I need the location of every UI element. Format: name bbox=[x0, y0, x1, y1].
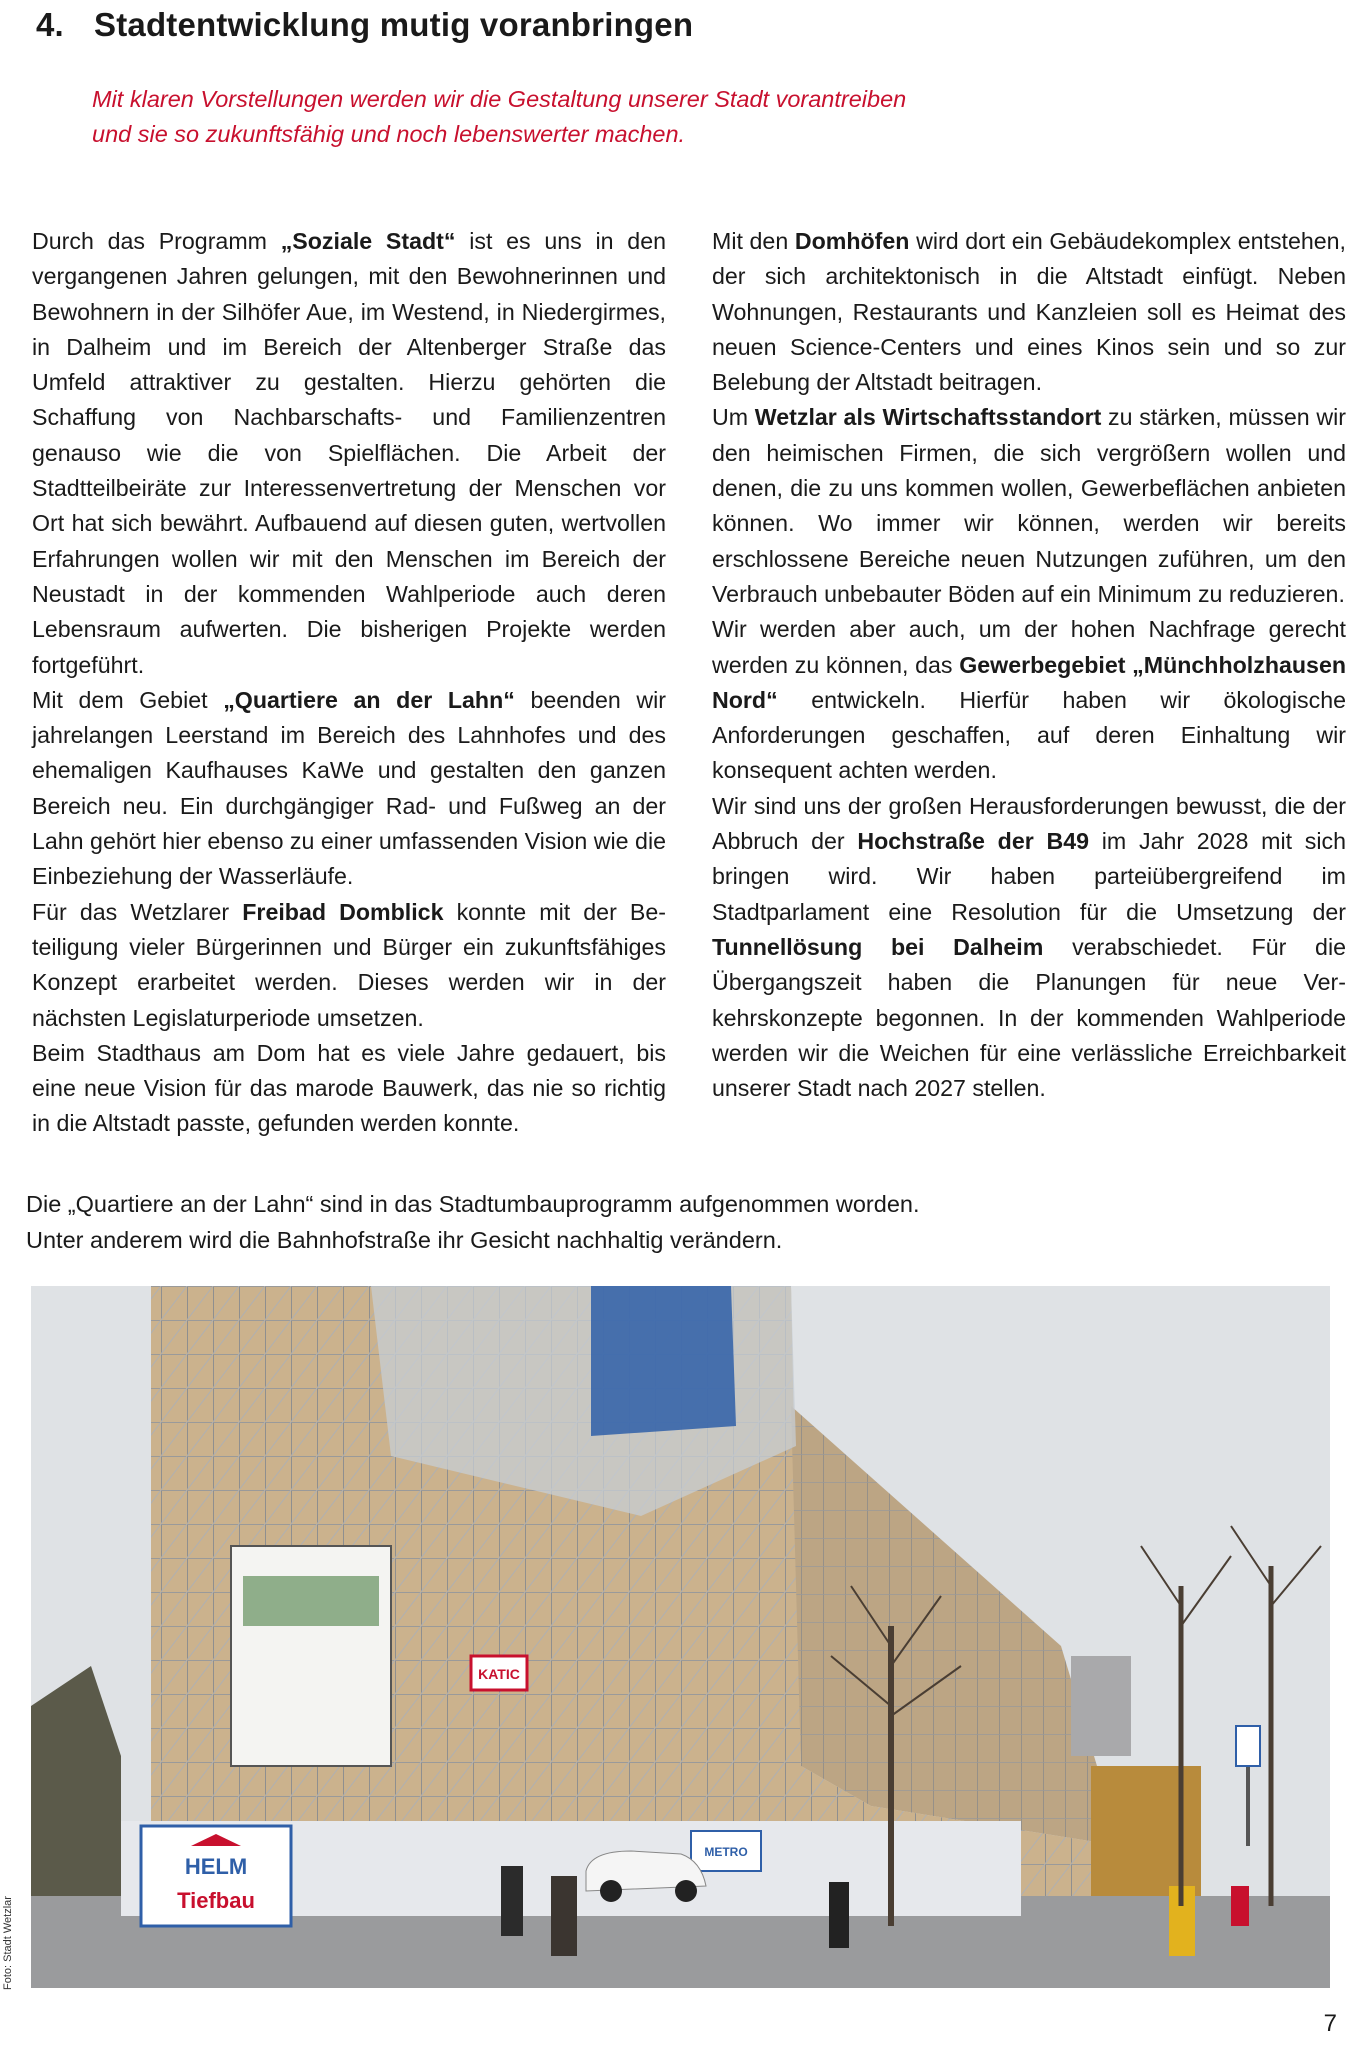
bold-term: „Quartiere an der Lahn“ bbox=[223, 686, 515, 713]
street-sign bbox=[1236, 1726, 1260, 1766]
tiefbau-sign: Tiefbau bbox=[177, 1888, 255, 1913]
paragraph bbox=[32, 224, 666, 683]
katic-sign: KATIC bbox=[478, 1666, 520, 1682]
intro-line-2: und sie so zukunftsfähig und noch lebenswerter machen. bbox=[92, 121, 686, 147]
car-wheel bbox=[600, 1880, 622, 1902]
helm-sign: HELM bbox=[184, 1854, 248, 1879]
paragraph bbox=[32, 895, 666, 1036]
text-run: entwickeln. Hierfür haben wir ökologische Anforderungen geschaffen, auf deren Einhaltung wir konsequent achten werden. bbox=[712, 686, 1346, 784]
text-run: ist es uns in den vergangenen Jahren gelungen, mit den Bewohnerinnen und Bewohnern in der Silhöfer Aue, im Westend, in Niedergirmes, in Dalheim und im Bereich der Altenberger Straße das Umfeld attraktiver zu gestalten. Hierzu gehörten die Schaffung von Nachbarschafts- und Familienzentren genauso wie die von Spielflächen. Die Arbeit der Stadtteilbeiräte zur Interessenvertretung der Menschen vor Ort hat sich bewährt. Aufbauend auf diesen guten, wertvollen Erfahrungen wollen wir mit den Menschen im Bereich der Neustadt in der kommenden Wahlperiode auch deren Lebensraum aufwerten. Die bisherigen Projekte werden fortgeführt. bbox=[32, 228, 666, 678]
bold-term: Wetzlar als Wirtschaftsstandort bbox=[754, 404, 1102, 431]
text-run: verabschiedet. Für die Übergangszeit haben die Planungen für neue Verkehrskonzepte begonnen. In der kommenden Wahlperiode werden wir die Weichen für eine verlässliche Erreichbarkeit unserer Stadt nach 2027 stellen. bbox=[712, 933, 1346, 1102]
caption-line-2: Unter anderem wird die Bahnhofstraße ihr Gesicht nachhaltig verändern. bbox=[26, 1227, 783, 1253]
photo-caption bbox=[26, 1186, 1326, 1258]
section-heading bbox=[36, 6, 693, 44]
intro-line-1: Mit klaren Vorstellungen werden wir die Gestaltung unserer Stadt vorantreiben bbox=[92, 86, 907, 112]
left-column bbox=[32, 224, 666, 1142]
page-number: 7 bbox=[1323, 2010, 1337, 2037]
paragraph: Beim Stadthaus am Dom hat es viele Jahre gedauert, bis eine neue Vision für das marode Bauwerk, das nie so richtig in die Altstadt passte, gefunden werden konnte. bbox=[32, 1039, 666, 1137]
car-wheel bbox=[675, 1880, 697, 1902]
bold-term: Hochstraße der B49 bbox=[857, 828, 1090, 855]
right-column bbox=[712, 224, 1346, 1106]
billboard-rendering bbox=[243, 1576, 379, 1626]
text-run: wird dort ein Gebäudekomplex entstehen, der sich architektonisch in die Altstadt einfügt. Neben Wohnungen, Restaurants und Kanzleien soll es Heimat des neuen Science-Centers und eines Kinos sein und so zur Belebung der Altstadt beitragen. bbox=[712, 228, 1346, 396]
photo-illustration bbox=[31, 1286, 1330, 1988]
red-bin bbox=[1231, 1886, 1249, 1926]
neighbour-building bbox=[1091, 1766, 1201, 1906]
tower bbox=[1071, 1656, 1131, 1756]
intro-text bbox=[92, 82, 1072, 152]
construction-site-photo bbox=[31, 1286, 1330, 1988]
bold-term: Freibad Domblick bbox=[242, 898, 444, 925]
pedestrian bbox=[551, 1876, 577, 1956]
text-run: Durch das Programm bbox=[32, 228, 281, 254]
paragraph bbox=[712, 612, 1346, 788]
text-run: im Jahr 2028 mit sich bringen wird. Wir haben parteiübergreifend im Stadtparlament eine Resolution für die Umsetzung der bbox=[712, 828, 1347, 925]
metro-sign: METRO bbox=[704, 1845, 748, 1859]
bold-term: Gewerbegebiet „Münchholzhausen Nord“ bbox=[712, 651, 1346, 713]
text-run: Wir sind uns der großen Herausforderungen bewusst, die der Abbruch der bbox=[712, 792, 1346, 855]
pedestrian bbox=[829, 1882, 849, 1948]
section-title: Stadtentwicklung mutig voranbringen bbox=[94, 6, 694, 43]
paragraph bbox=[712, 400, 1346, 612]
text-run: Mit dem Gebiet bbox=[32, 686, 224, 713]
text-run: Für das Wetzlarer bbox=[32, 898, 243, 925]
paragraph bbox=[32, 683, 666, 895]
text-run: konnte mit der Beteiligung vieler Bürgerinnen und Bürger ein zukunftsfähiges Konzept erarbeitet werden. Dieses werden wir in der nächsten Legislaturperiode umsetzen. bbox=[32, 898, 666, 1031]
section-number: 4. bbox=[36, 6, 64, 43]
text-run: Wir werden aber auch, um der hohen Nachfrage gerecht werden zu können, das bbox=[712, 616, 1346, 678]
text-run: Um bbox=[712, 404, 755, 431]
text-run: beenden wir jahrelangen Leerstand im Bereich des Lahnhofes und des ehemaligen Kaufhauses KaWe und gestalten den ganzen Bereich neu. Ein durchgängiger Rad- und Fußweg an der Lahn gehört hier ebenso zu einer umfassenden Vision wie die Einbeziehung der Wasserläufe. bbox=[32, 686, 666, 890]
paragraph bbox=[712, 224, 1346, 400]
bold-term: „Soziale Stadt“ bbox=[280, 228, 456, 254]
caption-line-1: Die „Quartiere an der Lahn“ sind in das Stadtumbauprogramm aufgenommen worden. bbox=[26, 1191, 920, 1217]
pedestrian bbox=[501, 1866, 523, 1936]
blue-netting bbox=[591, 1286, 736, 1436]
text-run: Mit den bbox=[712, 228, 795, 254]
text-run: zu stärken, müssen wir den heimischen Firmen, die sich vergrößern wollen und denen, die zu uns kommen wollen, Gewerbeflächen anbieten können. Wo immer wir können, werden wir bereits erschlossene Bereiche neuen Nutzungen zuführen, um den Verbrauch unbebauter Böden auf ein Minimum zu reduzieren. bbox=[712, 404, 1346, 607]
bold-term: Tunnellösung bei Dalheim bbox=[712, 933, 1044, 960]
paragraph bbox=[712, 789, 1346, 1107]
bold-term: Domhöfen bbox=[794, 228, 910, 254]
